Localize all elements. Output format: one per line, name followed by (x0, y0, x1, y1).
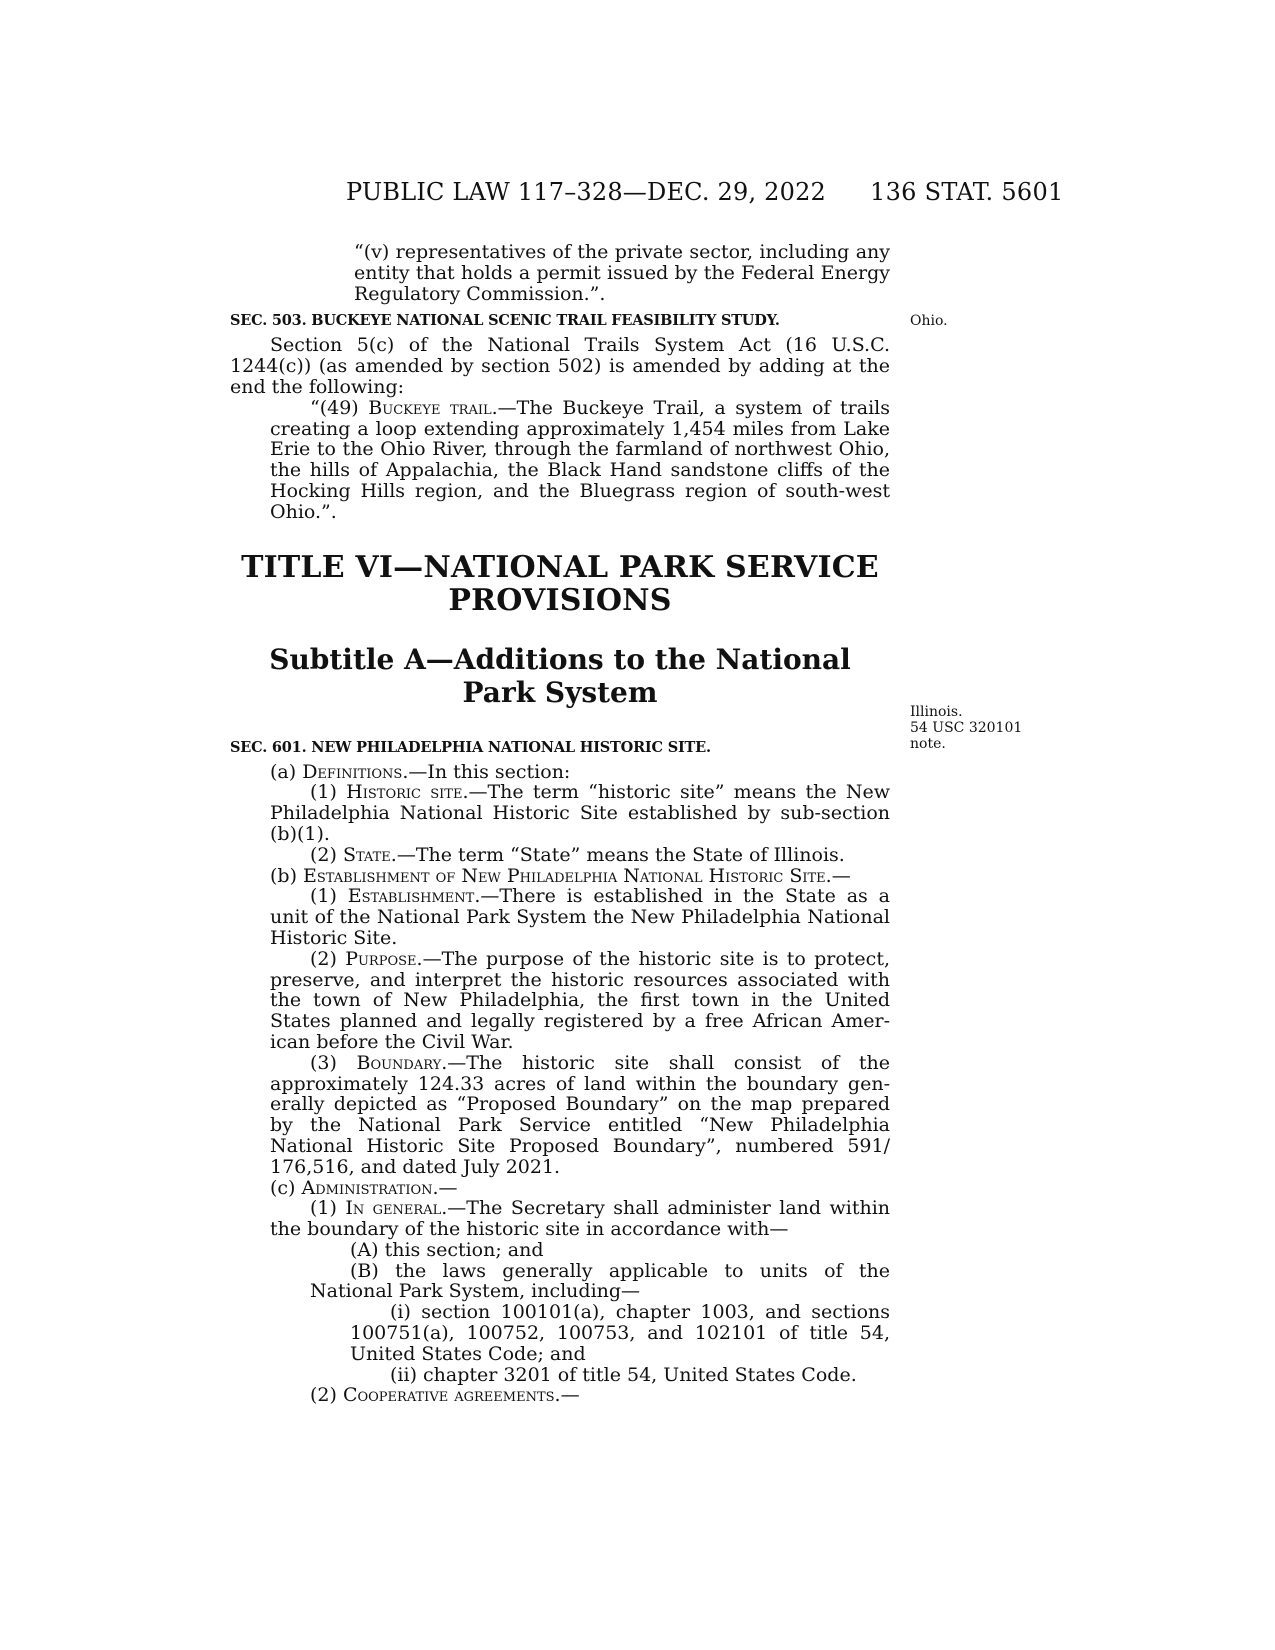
paragraph-b1 (230, 886, 890, 948)
b3-label: Boundary (356, 1051, 442, 1074)
a1-text: .—The term “historic site” means the New Philadelphia National Historic Site established by sub-section (b)(1). (270, 781, 890, 845)
c2-label: Cooperative agreements (342, 1384, 555, 1407)
clause-c1-B-i: (i) section 100101(a), chapter 1003, and sections 100751(a), 100752, 100753, and 102101 of title 54, United States Code; and (350, 1301, 890, 1365)
c-text: .— (432, 1176, 458, 1199)
margin-note-illinois-line2: 54 USC 320101 (910, 720, 1023, 736)
c1-text: .—The Secretary shall administer land within the boundary of the historic site in accordance with— (270, 1197, 891, 1241)
text-column (230, 242, 890, 1406)
a-text: .—In this section: (402, 760, 571, 783)
b2-prefix: (2) (310, 947, 346, 970)
buckeye-trail-paragraph (230, 398, 890, 523)
clause-c1-B-ii: (ii) chapter 3201 of title 54, United States Code. (390, 1363, 857, 1386)
item-49-label: Buckeye trail (368, 396, 492, 419)
a-prefix: (a) (270, 760, 303, 783)
paragraph-c1 (230, 1198, 890, 1240)
b2-text: .—The purpose of the historic site is to protect, preserve, and interpret the historic resources associated with the town of New Philadelphia, the first town in the United States planned and legally registered by a free African Amer-ican before the Civil War. (270, 947, 890, 1053)
paragraph-c2 (230, 1385, 890, 1406)
subsection-b (230, 866, 890, 887)
page-number: 136 STAT. 5601 (870, 178, 1064, 206)
a1-label: Historic site (346, 781, 463, 804)
subsection-a (230, 762, 890, 783)
margin-note-illinois (910, 704, 1050, 752)
c1-prefix: (1) (310, 1197, 346, 1220)
section-601-heading: SEC. 601. NEW PHILADELPHIA NATIONAL HISTORIC SITE. (230, 738, 711, 756)
b-prefix: (b) (270, 864, 304, 887)
b1-prefix: (1) (310, 885, 348, 908)
paragraph-b2 (230, 949, 890, 1053)
b1-label: Establishment (347, 885, 475, 908)
running-head (0, 178, 1275, 212)
b-text: .— (825, 864, 851, 887)
paragraph-a2 (230, 845, 890, 866)
b2-label: Purpose (345, 947, 417, 970)
subsection-c (230, 1178, 890, 1199)
a1-prefix: (1) (310, 781, 347, 804)
a-label: Definitions (302, 760, 403, 783)
title-vi-heading: TITLE VI—NATIONAL PARK SERVICE PROVISIONS (241, 549, 879, 618)
running-head-title: PUBLIC LAW 117–328—DEC. 29, 2022 (346, 178, 827, 206)
paragraph-a1 (230, 782, 890, 844)
c2-prefix: (2) (310, 1384, 343, 1407)
b3-prefix: (3) (310, 1051, 357, 1074)
item-49-prefix: “(49) (310, 396, 369, 419)
a2-label: State (342, 843, 391, 866)
margin-note-ohio: Ohio. (910, 313, 948, 329)
quote-clause-v: “(v) representatives of the private sector, including any entity that holds a permit issued by the Federal Energy Regulatory Commission.”. (354, 241, 890, 305)
c-label: Administration (301, 1176, 433, 1199)
item-49-text: .—The Buckeye Trail, a system of trails creating a loop extending approximately 1,454 miles from Lake Erie to the Ohio River, through the farmland of northwest Ohio, the hills of Appalachia, the Black Hand sandstone cliffs of the Hocking Hills region, and the Bluegrass region of south-west Ohio.”. (270, 396, 890, 523)
subparagraph-c1-B: (B) the laws generally applicable to units of the National Park System, including— (310, 1259, 890, 1303)
b-label: Establishment of New Philadelphia National Historic Site (303, 864, 826, 887)
subparagraph-c1-A: (A) this section; and (350, 1238, 544, 1261)
c-prefix: (c) (270, 1176, 302, 1199)
subtitle-a-heading: Subtitle A—Additions to the National Park System (269, 642, 851, 709)
section-503-intro: Section 5(c) of the National Trails System Act (16 U.S.C. 1244(c)) (as amended by section 502) is amended by adding at the end the following: (230, 334, 890, 398)
b1-text: .—There is established in the State as a unit of the National Park System the New Philadelphia National Historic Site. (270, 885, 890, 949)
a2-prefix: (2) (310, 843, 343, 866)
c2-text: .— (554, 1384, 580, 1407)
margin-note-illinois-line3: note. (910, 736, 946, 752)
b3-text: .—The historic site shall consist of the approximately 124.33 acres of land within the boundary gen-erally depicted as “Proposed Boundary” on the map prepared by the National Park Service entitled “New Philadelphia National Historic Site Proposed Boundary”, numbered 591/ 176,516, and dated July 2021. (270, 1051, 891, 1178)
a2-text: .—The term “State” means the State of Illinois. (390, 843, 845, 866)
section-503-heading: SEC. 503. BUCKEYE NATIONAL SCENIC TRAIL FEASIBILITY STUDY. (230, 312, 780, 330)
c1-label: In general (345, 1197, 442, 1220)
margin-note-illinois-line1: Illinois. (910, 704, 963, 720)
paragraph-b3 (230, 1053, 890, 1178)
